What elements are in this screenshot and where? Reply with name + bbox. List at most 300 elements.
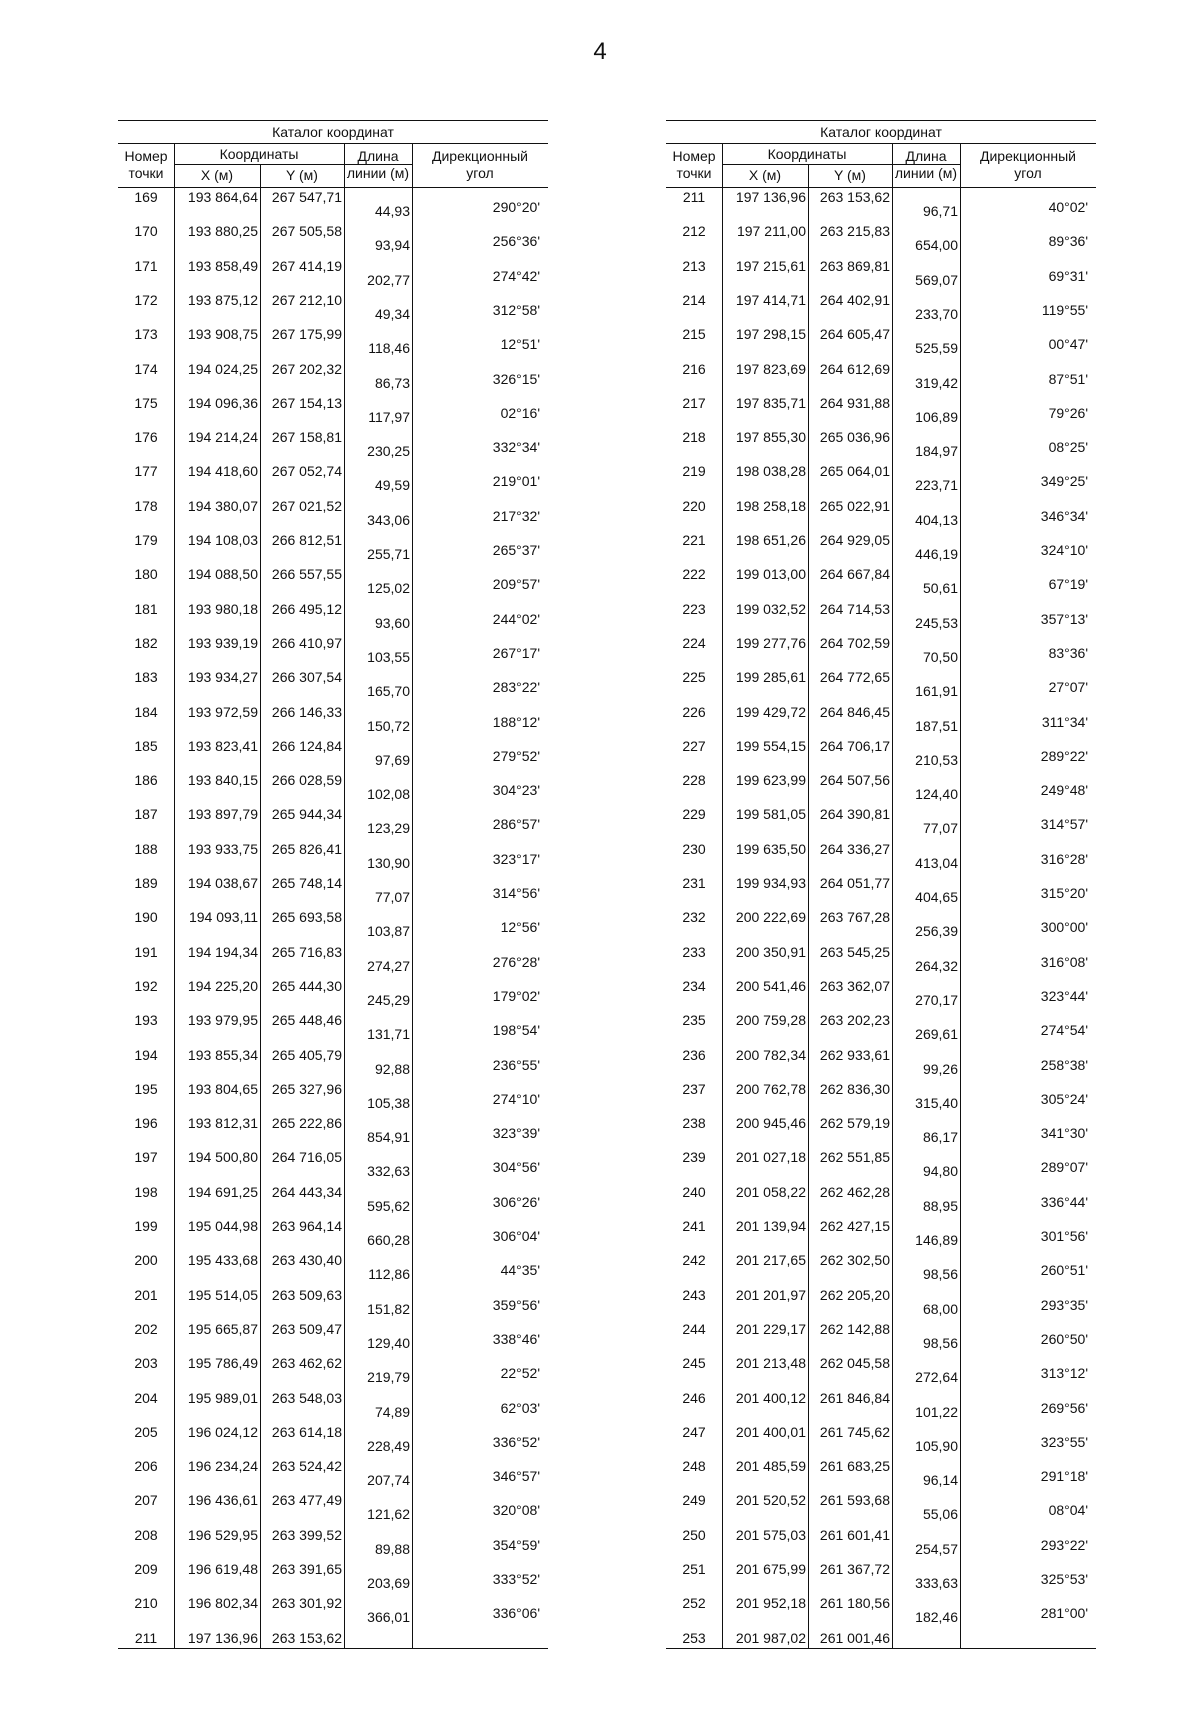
coord-y: 267 021,52	[271, 497, 342, 514]
direction-angle: 260°51'	[1040, 1262, 1088, 1279]
coord-y: 266 495,12	[271, 600, 342, 617]
line-length: 315,40	[915, 1094, 958, 1111]
coord-y: 265 022,91	[819, 497, 890, 514]
coord-y: 263 964,14	[271, 1218, 342, 1234]
coord-x: 199 013,00	[735, 566, 806, 583]
line-length: 654,00	[915, 237, 958, 254]
direction-angle: 336°44'	[1040, 1193, 1088, 1210]
segment-row	[118, 1290, 548, 1324]
line-length: 272,64	[915, 1369, 958, 1386]
coord-y: 267 547,71	[271, 189, 342, 205]
direction-angle: 283°22'	[492, 679, 540, 696]
line-length: 88,95	[922, 1197, 958, 1214]
coord-y: 265 448,46	[271, 1012, 342, 1029]
header-y: Y (м)	[286, 167, 318, 183]
direction-angle: 290°20'	[492, 199, 540, 215]
line-length: 92,88	[374, 1060, 410, 1077]
point-number: 186	[134, 772, 158, 789]
header-x: X (м)	[748, 167, 782, 183]
line-length: 93,60	[374, 614, 410, 631]
line-length: 86,73	[374, 374, 410, 391]
segment-row	[666, 1495, 1096, 1529]
direction-angle: 306°26'	[492, 1193, 540, 1210]
segment-row	[666, 878, 1096, 912]
divider	[174, 144, 175, 187]
line-length: 105,38	[367, 1094, 410, 1111]
coord-y: 264 507,56	[819, 772, 890, 789]
coord-x: 199 934,93	[735, 875, 806, 891]
segment-row	[118, 261, 548, 295]
table-header	[666, 144, 1096, 188]
segment-row	[118, 844, 548, 878]
direction-angle: 346°57'	[492, 1468, 540, 1485]
segment-row	[666, 844, 1096, 878]
point-number: 212	[682, 223, 706, 240]
line-length: 595,62	[367, 1197, 410, 1214]
divider	[118, 1648, 548, 1649]
line-length: 854,91	[367, 1129, 410, 1146]
coord-x: 195 786,49	[187, 1355, 258, 1372]
coord-y: 266 812,51	[271, 532, 342, 548]
segment-row	[118, 535, 548, 569]
header-coordinates: Координаты	[767, 146, 847, 162]
point-number: 253	[682, 1629, 706, 1646]
coord-y: 261 001,46	[819, 1629, 890, 1646]
coord-x: 194 096,36	[187, 394, 258, 411]
direction-angle: 336°52'	[492, 1433, 540, 1450]
direction-angle: 89°36'	[1048, 233, 1088, 250]
coord-x: 199 032,52	[735, 600, 806, 617]
coord-x: 193 840,15	[187, 772, 258, 789]
coord-x: 197 855,30	[735, 429, 806, 446]
point-number: 224	[682, 634, 706, 651]
coord-x: 195 514,05	[187, 1286, 258, 1303]
direction-angle: 279°52'	[492, 747, 540, 764]
point-number: 235	[682, 1012, 706, 1029]
coord-x: 194 418,60	[187, 463, 258, 480]
coord-x: 193 804,65	[187, 1080, 258, 1097]
line-length: 50,61	[922, 580, 958, 597]
segment-row	[118, 466, 548, 500]
coord-x: 196 436,61	[187, 1492, 258, 1509]
coordinate-catalog-left	[118, 120, 548, 1649]
point-number: 223	[682, 600, 706, 617]
coord-y: 263 509,63	[271, 1286, 342, 1303]
line-length: 269,61	[915, 1026, 958, 1043]
coord-y: 262 427,15	[819, 1218, 890, 1234]
coord-x: 201 675,99	[735, 1561, 806, 1577]
segment-row	[666, 1050, 1096, 1084]
segment-row	[666, 501, 1096, 535]
point-number: 173	[134, 326, 158, 343]
segment-row	[666, 466, 1096, 500]
direction-angle: 324°10'	[1040, 542, 1088, 558]
coord-x: 194 500,80	[187, 1149, 258, 1166]
direction-angle: 320°08'	[492, 1502, 540, 1519]
line-length: 96,71	[922, 203, 958, 219]
point-number: 175	[134, 394, 158, 411]
segment-row	[666, 775, 1096, 809]
segment-row	[666, 947, 1096, 981]
catalog-title: Каталог координат	[666, 120, 1096, 144]
point-number: 216	[682, 360, 706, 377]
segment-row	[118, 398, 548, 432]
coord-x: 197 298,15	[735, 326, 806, 343]
line-length: 123,29	[367, 820, 410, 837]
direction-angle: 260°50'	[1040, 1330, 1088, 1347]
header-number-bottom: точки	[676, 165, 712, 181]
segment-row	[118, 329, 548, 363]
line-length: 68,00	[922, 1300, 958, 1317]
coord-x: 200 945,46	[735, 1115, 806, 1132]
coord-x: 193 979,95	[187, 1012, 258, 1029]
coord-y: 267 175,99	[271, 326, 342, 343]
line-length: 161,91	[915, 683, 958, 700]
direction-angle: 291°18'	[1040, 1468, 1088, 1485]
segment-row	[666, 1221, 1096, 1255]
direction-angle: 236°55'	[492, 1056, 540, 1073]
coord-y: 266 028,59	[271, 772, 342, 789]
coord-x: 196 802,34	[187, 1595, 258, 1612]
direction-angle: 305°24'	[1040, 1090, 1088, 1107]
point-number: 245	[682, 1355, 706, 1372]
coord-y: 264 929,05	[819, 532, 890, 548]
direction-angle: 281°00'	[1040, 1605, 1088, 1622]
coord-x: 193 880,25	[187, 223, 258, 240]
coord-x: 199 623,99	[735, 772, 806, 789]
header-y: Y (м)	[834, 167, 866, 183]
coord-x: 193 875,12	[187, 291, 258, 308]
point-number: 201	[134, 1286, 158, 1303]
coord-y: 262 142,88	[819, 1320, 890, 1337]
point-number: 249	[682, 1492, 706, 1509]
direction-angle: 274°10'	[492, 1090, 540, 1107]
coord-x: 200 222,69	[735, 909, 806, 926]
direction-angle: 244°02'	[492, 610, 540, 627]
direction-angle: 325°53'	[1040, 1571, 1088, 1587]
direction-angle: 67°19'	[1048, 576, 1088, 593]
point-number: 199	[134, 1218, 158, 1234]
coord-x: 194 093,11	[188, 909, 258, 926]
direction-angle: 40°02'	[1048, 199, 1088, 215]
header-angle-top: Дирекционный	[432, 148, 528, 164]
direction-angle: 276°28'	[492, 953, 540, 970]
direction-angle: 217°32'	[492, 507, 540, 524]
coord-y: 263 548,03	[271, 1389, 342, 1406]
segment-row	[666, 1015, 1096, 1049]
line-length: 404,13	[915, 511, 958, 528]
direction-angle: 256°36'	[492, 233, 540, 250]
coord-x: 196 619,48	[187, 1561, 258, 1577]
direction-angle: 274°42'	[492, 267, 540, 284]
segment-row	[118, 1530, 548, 1564]
segment-row	[666, 398, 1096, 432]
coord-x: 201 229,17	[735, 1320, 806, 1337]
point-number: 240	[682, 1183, 706, 1200]
segment-row	[666, 535, 1096, 569]
direction-angle: 198°54'	[492, 1022, 540, 1039]
header-angle-bottom: угол	[466, 165, 494, 181]
coord-x: 200 759,28	[735, 1012, 806, 1029]
point-number: 197	[134, 1149, 158, 1166]
line-length: 146,89	[915, 1232, 958, 1248]
coord-y: 264 846,45	[819, 703, 890, 720]
direction-angle: 119°55'	[1041, 301, 1088, 318]
point-number: 172	[134, 291, 158, 308]
line-length: 121,62	[367, 1506, 410, 1523]
line-length: 254,57	[915, 1540, 958, 1557]
coord-y: 265 444,30	[271, 977, 342, 994]
coord-y: 263 509,47	[271, 1320, 342, 1337]
point-number: 193	[134, 1012, 158, 1029]
coord-x: 198 258,18	[735, 497, 806, 514]
segment-row	[666, 672, 1096, 706]
point-number: 178	[134, 497, 158, 514]
coord-x: 193 864,64	[187, 189, 258, 205]
coord-x: 198 038,28	[735, 463, 806, 480]
point-number: 206	[134, 1458, 158, 1475]
line-length: 77,07	[374, 889, 410, 905]
header-number-top: Номер	[672, 148, 716, 164]
point-number: 217	[682, 394, 706, 411]
segment-row	[666, 1530, 1096, 1564]
segment-row	[666, 1598, 1096, 1632]
table-body	[118, 188, 548, 1649]
line-length: 124,40	[915, 786, 958, 803]
direction-angle: 79°26'	[1048, 404, 1088, 421]
line-length: 233,70	[915, 305, 958, 322]
divider	[666, 1648, 1096, 1649]
coord-x: 201 952,18	[735, 1595, 806, 1612]
line-length: 103,55	[367, 648, 410, 665]
segment-row	[666, 192, 1096, 226]
coord-x: 197 414,71	[735, 291, 806, 308]
coord-y: 265 327,96	[271, 1080, 342, 1097]
line-length: 256,39	[915, 923, 958, 940]
divider	[960, 144, 961, 187]
point-number: 243	[682, 1286, 706, 1303]
coord-x: 201 400,01	[735, 1423, 806, 1440]
coord-y: 265 716,83	[271, 943, 342, 960]
header-length-top: Длина	[905, 148, 947, 164]
direction-angle: 313°12'	[1040, 1365, 1088, 1382]
line-length: 125,02	[367, 580, 410, 597]
point-number: 218	[682, 429, 706, 446]
coord-y: 263 215,83	[819, 223, 890, 240]
line-length: 569,07	[915, 271, 958, 288]
coord-x: 193 980,18	[187, 600, 258, 617]
point-number: 176	[134, 429, 158, 446]
direction-angle: 258°38'	[1040, 1056, 1088, 1073]
line-length: 129,40	[367, 1334, 410, 1351]
point-number: 241	[682, 1218, 706, 1234]
segment-row	[118, 192, 548, 226]
coord-y: 263 524,42	[271, 1458, 342, 1475]
point-number: 228	[682, 772, 706, 789]
line-length: 660,28	[367, 1232, 410, 1248]
segment-row	[118, 1187, 548, 1221]
line-length: 165,70	[367, 683, 410, 700]
line-length: 184,97	[915, 443, 958, 460]
point-number: 203	[134, 1355, 158, 1372]
coord-y: 264 051,77	[819, 875, 890, 891]
line-length: 105,90	[915, 1437, 958, 1454]
coord-x: 197 136,96	[187, 1629, 258, 1646]
point-number: 184	[134, 703, 158, 720]
segment-row	[118, 364, 548, 398]
segment-row	[118, 1461, 548, 1495]
coord-y: 262 579,19	[819, 1115, 890, 1132]
direction-angle: 323°55'	[1040, 1433, 1088, 1450]
coord-y: 263 614,18	[271, 1423, 342, 1440]
direction-angle: 312°58'	[492, 301, 540, 318]
direction-angle: 357°13'	[1040, 610, 1088, 627]
coord-y: 264 931,88	[819, 394, 890, 411]
coord-x: 199 429,72	[735, 703, 806, 720]
divider	[722, 144, 723, 187]
direction-angle: 333°52'	[492, 1571, 540, 1587]
line-length: 245,29	[367, 991, 410, 1008]
line-length: 103,87	[367, 923, 410, 940]
segment-row	[118, 707, 548, 741]
direction-angle: 188°12'	[492, 713, 540, 730]
point-number: 213	[682, 257, 706, 274]
segment-row	[666, 912, 1096, 946]
point-number: 252	[682, 1595, 706, 1612]
direction-angle: 359°56'	[492, 1296, 540, 1313]
direction-angle: 300°00'	[1040, 919, 1088, 936]
line-length: 223,71	[915, 477, 958, 494]
table-header	[118, 144, 548, 188]
direction-angle: 316°08'	[1040, 953, 1088, 970]
header-x: X (м)	[200, 167, 234, 183]
coord-y: 267 212,10	[271, 291, 342, 308]
coord-x: 200 541,46	[735, 977, 806, 994]
segment-row	[666, 1564, 1096, 1598]
segment-row	[666, 707, 1096, 741]
line-length: 96,14	[922, 1472, 958, 1489]
segment-row	[118, 295, 548, 329]
direction-angle: 289°22'	[1040, 747, 1088, 764]
direction-angle: 316°28'	[1040, 850, 1088, 867]
direction-angle: 314°56'	[492, 885, 540, 901]
segment-row	[118, 432, 548, 466]
point-number: 183	[134, 669, 158, 686]
segment-row	[118, 947, 548, 981]
line-length: 207,74	[367, 1472, 410, 1489]
line-length: 333,63	[915, 1575, 958, 1591]
coord-x: 193 812,31	[187, 1115, 258, 1132]
divider	[892, 144, 893, 187]
coord-x: 196 529,95	[187, 1526, 258, 1543]
coord-x: 194 225,20	[187, 977, 258, 994]
point-number: 232	[682, 909, 706, 926]
coord-x: 195 433,68	[187, 1252, 258, 1269]
direction-angle: 274°54'	[1040, 1022, 1088, 1039]
line-length: 264,32	[915, 957, 958, 974]
segment-row	[118, 569, 548, 603]
coord-y: 263 462,62	[271, 1355, 342, 1372]
segment-row	[666, 809, 1096, 843]
line-length: 74,89	[374, 1403, 410, 1420]
segment-row	[118, 878, 548, 912]
point-number: 187	[134, 806, 158, 823]
point-number: 244	[682, 1320, 706, 1337]
coord-y: 265 748,14	[271, 875, 342, 891]
coord-x: 193 897,79	[187, 806, 258, 823]
line-length: 404,65	[915, 889, 958, 905]
coord-x: 196 024,12	[187, 1423, 258, 1440]
segment-row	[118, 1358, 548, 1392]
segment-row	[118, 1495, 548, 1529]
header-length-top: Длина	[357, 148, 399, 164]
coord-y: 262 933,61	[819, 1046, 890, 1063]
segment-row	[666, 638, 1096, 672]
line-length: 118,46	[368, 340, 410, 357]
direction-angle: 209°57'	[492, 576, 540, 593]
coord-y: 264 716,05	[271, 1149, 342, 1166]
line-length: 93,94	[374, 237, 410, 254]
segment-row	[666, 1290, 1096, 1324]
line-length: 117,97	[368, 408, 410, 425]
coord-x: 199 277,76	[735, 634, 806, 651]
coord-y: 266 124,84	[271, 737, 342, 754]
line-length: 343,06	[367, 511, 410, 528]
point-number: 189	[134, 875, 158, 891]
point-number: 179	[134, 532, 158, 548]
line-length: 70,50	[922, 648, 958, 665]
segment-row	[666, 604, 1096, 638]
segment-row	[666, 1152, 1096, 1186]
segment-row	[666, 329, 1096, 363]
coord-x: 201 027,18	[735, 1149, 806, 1166]
segment-row	[118, 1084, 548, 1118]
point-number: 195	[134, 1080, 158, 1097]
coord-y: 267 414,19	[271, 257, 342, 274]
point-number: 211	[134, 1629, 158, 1646]
direction-angle: 62°03'	[500, 1399, 540, 1416]
coord-y: 263 767,28	[819, 909, 890, 926]
line-length: 131,71	[367, 1026, 410, 1043]
direction-angle: 44°35'	[500, 1262, 540, 1279]
segment-row	[118, 1152, 548, 1186]
coord-x: 193 908,75	[187, 326, 258, 343]
direction-angle: 326°15'	[492, 370, 540, 387]
point-number: 180	[134, 566, 158, 583]
line-length: 203,69	[367, 1575, 410, 1591]
point-number: 242	[682, 1252, 706, 1269]
line-length: 366,01	[367, 1609, 410, 1626]
line-length: 44,93	[374, 203, 410, 219]
segment-row	[666, 569, 1096, 603]
segment-row	[118, 604, 548, 638]
coord-x: 200 350,91	[735, 943, 806, 960]
point-number: 200	[134, 1252, 158, 1269]
coord-y: 266 307,54	[271, 669, 342, 686]
coord-x: 193 855,34	[187, 1046, 258, 1063]
direction-angle: 179°02'	[492, 987, 540, 1004]
direction-angle: 341°30'	[1040, 1125, 1088, 1142]
coord-y: 264 402,91	[819, 291, 890, 308]
segment-row	[666, 261, 1096, 295]
coord-x: 194 024,25	[187, 360, 258, 377]
segment-row	[118, 1393, 548, 1427]
coord-x: 194 108,03	[187, 532, 258, 548]
coord-y: 265 405,79	[271, 1046, 342, 1063]
line-length: 202,77	[367, 271, 410, 288]
line-length: 89,88	[374, 1540, 410, 1557]
coord-y: 264 706,17	[819, 737, 890, 754]
